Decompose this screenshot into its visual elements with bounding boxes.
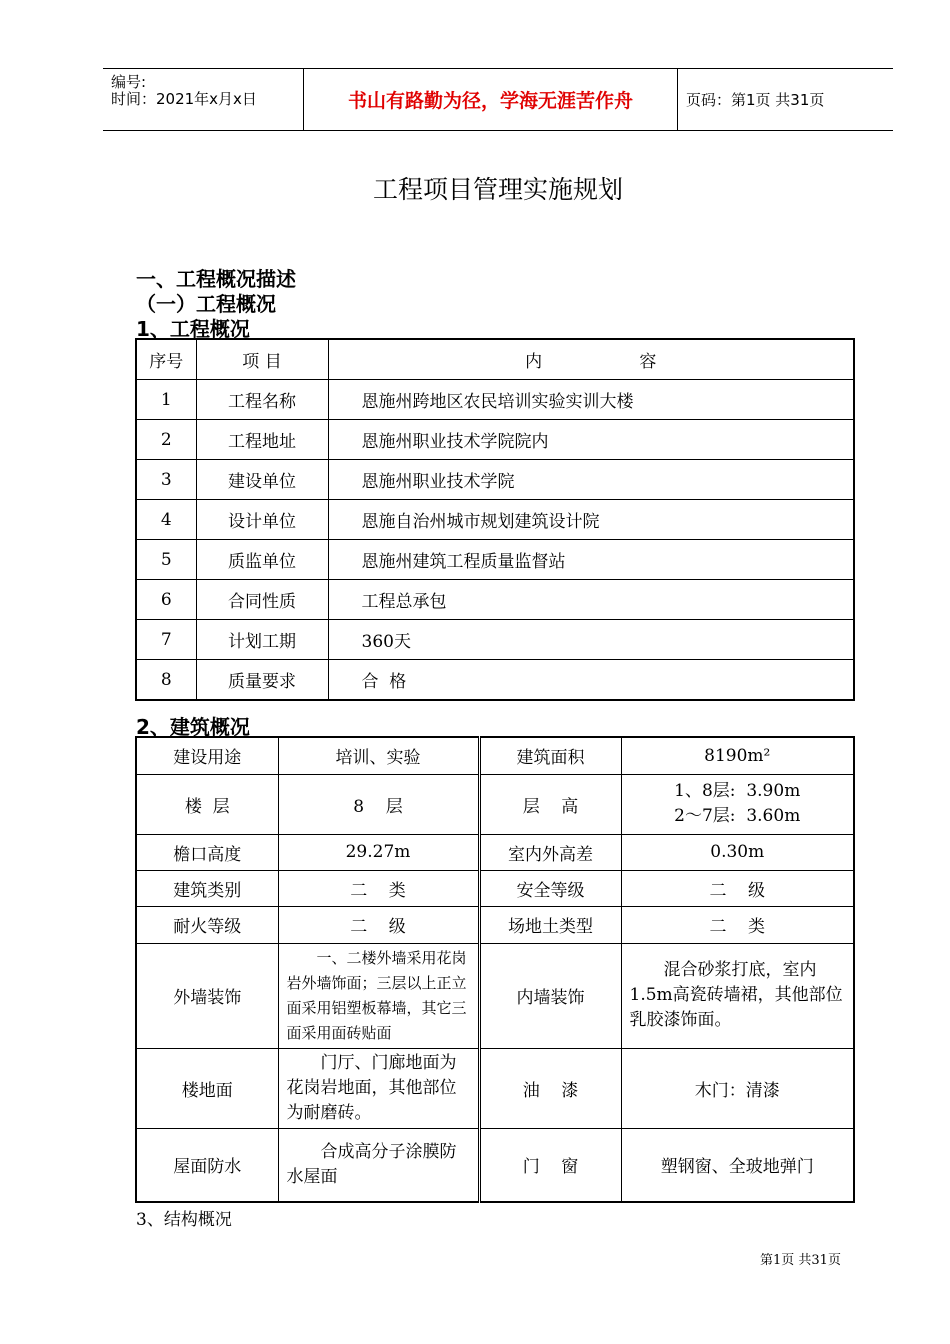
field-label: 安全等级: [479, 870, 621, 906]
row-number: 3: [136, 460, 196, 500]
field-value: 8190m²: [621, 737, 854, 774]
header-cell: 序号: [136, 339, 196, 380]
field-label: 层 高: [479, 774, 621, 834]
table-row: [136, 460, 854, 500]
row-item: 工程名称: [196, 380, 328, 420]
table-row: [136, 1128, 854, 1202]
field-value: 二 类: [621, 906, 854, 943]
row-content: 恩施州职业技术学院院内: [328, 420, 854, 460]
row-content: 恩施州职业技术学院: [328, 460, 854, 500]
field-value: 培训、实验: [278, 737, 479, 774]
row-item: 建设单位: [196, 460, 328, 500]
row-number: 7: [136, 620, 196, 660]
heading-project-overview: 1、工程概况: [136, 317, 250, 341]
row-content: 合 格: [328, 660, 854, 701]
heading-subsection-1: （一）工程概况: [136, 292, 276, 316]
building-overview-table: [135, 736, 855, 1203]
row-content: 360天: [328, 620, 854, 660]
table-row: [136, 420, 854, 460]
table-row: [136, 834, 854, 870]
header-motto-cell: [304, 69, 678, 130]
row-content: 恩施州跨地区农民培训实验实训大楼: [328, 380, 854, 420]
field-label: 外墙装饰: [136, 943, 278, 1048]
time-label: 时间：2021年x月x日: [111, 90, 257, 108]
heading-section-1: 一、工程概况描述: [136, 267, 296, 291]
table-row: [136, 870, 854, 906]
field-value: [621, 774, 854, 834]
field-label: 油 漆: [479, 1048, 621, 1128]
floor-height-line: 1、8层: 3.90m: [674, 781, 801, 801]
heading-structure-overview: 3、结构概况: [136, 1210, 232, 1230]
table-row: [136, 737, 854, 774]
header-cell: 项 目: [196, 339, 328, 380]
field-label: 室内外高差: [479, 834, 621, 870]
table-row: [136, 580, 854, 620]
table-row: [136, 380, 854, 420]
table-header-row: [136, 339, 854, 380]
row-item: 设计单位: [196, 500, 328, 540]
field-label: 楼地面: [136, 1048, 278, 1128]
field-value: 二 级: [278, 906, 479, 943]
row-number: 5: [136, 540, 196, 580]
row-item: 质监单位: [196, 540, 328, 580]
page-footer: 第1页 共31页: [760, 1253, 841, 1268]
heading-building-overview: 2、建筑概况: [136, 715, 250, 739]
field-label: 楼 层: [136, 774, 278, 834]
field-value: 二 类: [278, 870, 479, 906]
table-row: [136, 774, 854, 834]
row-number: 6: [136, 580, 196, 620]
field-label: 内墙装饰: [479, 943, 621, 1048]
table-row: [136, 906, 854, 943]
row-number: 2: [136, 420, 196, 460]
project-overview-table: [135, 338, 855, 701]
field-value: 8 层: [278, 774, 479, 834]
table-row: [136, 620, 854, 660]
field-label: 门 窗: [479, 1128, 621, 1202]
field-value: 一、二楼外墙采用花岗岩外墙饰面；三层以上正立面采用铝塑板幕墙，其它三面采用面砖贴面: [278, 943, 479, 1048]
field-label: 檐口高度: [136, 834, 278, 870]
row-item: 质量要求: [196, 660, 328, 701]
field-value: 塑钢窗、全玻地弹门: [621, 1128, 854, 1202]
field-label: 建设用途: [136, 737, 278, 774]
table-row: [136, 660, 854, 701]
field-label: 耐火等级: [136, 906, 278, 943]
field-value: 二 级: [621, 870, 854, 906]
row-number: 4: [136, 500, 196, 540]
field-label: 建筑面积: [479, 737, 621, 774]
row-item: 计划工期: [196, 620, 328, 660]
row-number: 8: [136, 660, 196, 701]
field-value: 木门：清漆: [621, 1048, 854, 1128]
floor-height-line: 2～7层: 3.60m: [674, 806, 801, 826]
header-page-cell: [678, 69, 893, 130]
row-content: 恩施州建筑工程质量监督站: [328, 540, 854, 580]
page-header: [103, 68, 893, 131]
row-item: 合同性质: [196, 580, 328, 620]
row-content: 工程总承包: [328, 580, 854, 620]
field-value: 29.27m: [278, 834, 479, 870]
header-meta: [103, 69, 304, 130]
motto: 书山有路勤为径，学海无涯苦作舟: [347, 90, 633, 112]
header-cell: 内 容: [328, 339, 854, 380]
row-content: 恩施自治州城市规划建筑设计院: [328, 500, 854, 540]
field-label: 场地土类型: [479, 906, 621, 943]
field-label: 建筑类别: [136, 870, 278, 906]
field-value: 混合砂浆打底，室内1.5m高瓷砖墙裙，其他部位乳胶漆饰面。: [621, 943, 854, 1048]
table-row: [136, 500, 854, 540]
field-label: 屋面防水: [136, 1128, 278, 1202]
table-row: [136, 1048, 854, 1128]
row-item: 工程地址: [196, 420, 328, 460]
row-number: 1: [136, 380, 196, 420]
table-row: [136, 943, 854, 1048]
page-info: 页码：第1页 共31页: [686, 91, 825, 109]
table-row: [136, 540, 854, 580]
field-value: 合成高分子涂膜防水屋面: [278, 1128, 479, 1202]
document-title: 工程项目管理实施规划: [372, 175, 623, 204]
field-value: 0.30m: [621, 834, 854, 870]
field-value: 门厅、门廊地面为花岗岩地面，其他部位为耐磨砖。: [278, 1048, 479, 1128]
code-label: 编号:: [111, 73, 147, 91]
